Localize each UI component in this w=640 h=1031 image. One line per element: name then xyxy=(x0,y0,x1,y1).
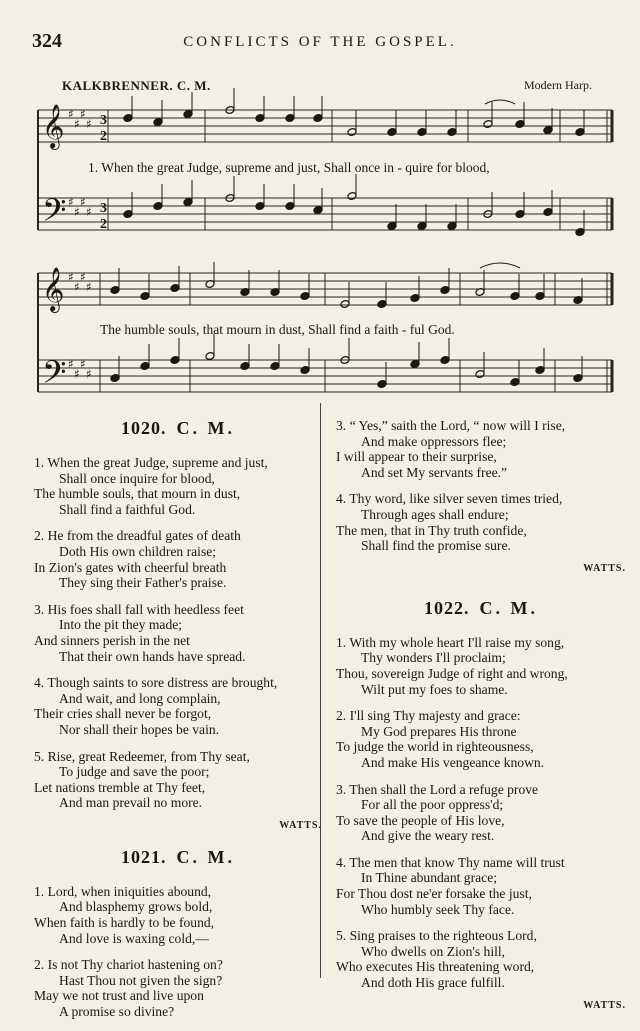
stanza xyxy=(336,928,626,990)
stanza xyxy=(336,855,626,917)
verse-line: And make oppressors flee; xyxy=(361,433,507,449)
verse-line: Shall find a faithful God. xyxy=(59,501,196,517)
verse-line: And wait, and long complain, xyxy=(59,690,221,706)
right-column xyxy=(336,418,626,1027)
hymn-author: WATTS. xyxy=(583,562,626,574)
verse-line: And love is waxing cold,— xyxy=(59,930,209,946)
verse-line: And make His vengeance known. xyxy=(361,754,545,770)
running-title: CONFLICTS OF THE GOSPEL. xyxy=(183,34,457,50)
bass-clef-icon: 𝄢 xyxy=(42,354,67,398)
page-number: 324 xyxy=(32,30,62,52)
verse-line: 4. The men that know Thy name will trust xyxy=(336,854,565,870)
time-signature-top: 3 xyxy=(100,113,107,128)
verse-line: Hast Thou not given the sign? xyxy=(59,972,223,988)
stanza xyxy=(34,675,322,737)
hymn-meter: C. M. xyxy=(176,418,235,438)
hymn-author: WATTS. xyxy=(583,999,626,1011)
verse-line: 5. Sing praises to the righteous Lord, xyxy=(336,928,537,944)
verse-line: For all the poor oppress'd; xyxy=(361,797,504,813)
stanza xyxy=(34,749,322,811)
verse-line: 3. His foes shall fall with heedless feet xyxy=(34,601,244,617)
hymn-heading xyxy=(336,598,626,619)
verse-line: I will appear to their surprise, xyxy=(336,449,497,465)
verse-line: 2. Is not Thy chariot hastening on? xyxy=(34,957,223,973)
verse-line: Wilt put my foes to shame. xyxy=(361,681,508,697)
sharp-icon: ♯ xyxy=(86,205,92,219)
stanza xyxy=(34,884,322,946)
stanza xyxy=(34,455,322,517)
hymn-meter: C. M. xyxy=(176,846,235,867)
sharp-icon: ♯ xyxy=(68,107,74,121)
verse-line: And give the weary rest. xyxy=(361,828,495,844)
verse-line: In Thine abundant grace; xyxy=(361,870,498,886)
verse-line: When faith is hardly to be found, xyxy=(34,915,215,931)
left-column xyxy=(34,418,322,1031)
hymn-1022-text xyxy=(336,635,626,991)
hymn-1021-text xyxy=(34,884,322,1020)
treble-clef-icon: 𝄞 xyxy=(42,104,65,148)
hymn-heading xyxy=(34,847,322,868)
stanza xyxy=(336,418,626,480)
verse-line: 1. When the great Judge, supreme and just, xyxy=(34,455,268,470)
verse-line: To save the people of His love, xyxy=(336,812,505,828)
fermata-icon xyxy=(480,263,520,268)
verse-line: Their cries shall never be forgot, xyxy=(34,706,212,722)
stanza xyxy=(336,491,626,553)
verse-line: 1. With my whole heart I'll raise my song, xyxy=(336,634,565,650)
sharp-icon: ♯ xyxy=(74,367,80,381)
verse-line: Shall once inquire for blood, xyxy=(59,470,215,486)
hymn-1020-text xyxy=(34,455,322,811)
verse-line: To judge the world in righteousness, xyxy=(336,739,534,755)
verse-line: Into the pit they made; xyxy=(59,617,183,633)
sharp-icon: ♯ xyxy=(80,270,86,284)
sharp-icon: ♯ xyxy=(74,205,80,219)
verse-line: The men, that in Thy truth confide, xyxy=(336,522,527,538)
music-lyrics-line1: 1. When the great Judge, supreme and just, Shall once in - quire for blood, xyxy=(88,160,490,175)
tune-source: Modern Harp. xyxy=(524,78,592,92)
stanza xyxy=(336,782,626,844)
verse-line: 5. Rise, great Redeemer, from Thy seat, xyxy=(34,748,250,764)
verse-line: And set My servants free.” xyxy=(361,464,508,480)
hymn-number: 1020. xyxy=(121,418,167,438)
verse-line: My God prepares His throne xyxy=(361,723,517,739)
sharp-icon: ♯ xyxy=(68,357,74,371)
hymn-1021-text-cont xyxy=(336,418,626,554)
verse-line: The humble souls, that mourn in dust, xyxy=(34,486,241,502)
hymn-heading xyxy=(34,418,322,439)
verse-line: 2. He from the dreadful gates of death xyxy=(34,528,241,544)
music-score xyxy=(0,0,640,405)
verse-line: Through ages shall endure; xyxy=(361,506,509,522)
time-signature-bottom: 2 xyxy=(100,217,107,232)
hymn-author: WATTS. xyxy=(279,819,322,831)
verse-line: Thou, sovereign Judge of right and wrong, xyxy=(336,665,568,681)
verse-line: Let nations tremble at Thy feet, xyxy=(34,779,206,795)
sharp-icon: ♯ xyxy=(80,357,86,371)
verse-line: Who humbly seek Thy face. xyxy=(361,901,515,917)
tune-name: KALKBRENNER. C. M. xyxy=(62,78,211,93)
verse-line: Nor shall their hopes be vain. xyxy=(59,721,220,737)
music-lyrics-line2: The humble souls, that mourn in dust, Shall find a faith - ful God. xyxy=(100,322,455,337)
sharp-icon: ♯ xyxy=(68,195,74,209)
verse-line: Shall find the promise sure. xyxy=(361,538,511,554)
verse-line: They sing their Father's praise. xyxy=(59,575,227,591)
stanza xyxy=(34,528,322,590)
verse-line: In Zion's gates with cheerful breath xyxy=(34,559,227,575)
verse-line: A promise so divine? xyxy=(59,1004,175,1020)
verse-line: Doth His own children raise; xyxy=(59,543,217,559)
verse-line: And blasphemy grows bold, xyxy=(59,899,213,915)
hymn-number: 1022. xyxy=(424,597,470,618)
verse-line: May we not trust and live upon xyxy=(34,988,204,1004)
time-signature-bottom: 2 xyxy=(100,129,107,144)
stanza xyxy=(336,708,626,770)
verse-line: 2. I'll sing Thy majesty and grace: xyxy=(336,708,521,724)
verse-line: Who executes His threatening word, xyxy=(336,959,535,975)
verse-line: That their own hands have spread. xyxy=(59,648,246,664)
sharp-icon: ♯ xyxy=(80,195,86,209)
hymn-number: 1021. xyxy=(121,846,167,867)
verse-line: And man prevail no more. xyxy=(59,795,203,811)
verse-line: 4. Though saints to sore distress are brought, xyxy=(34,675,278,691)
verse-line: 3. Then shall the Lord a refuge prove xyxy=(336,781,539,797)
sharp-icon: ♯ xyxy=(80,107,86,121)
fermata-icon xyxy=(485,100,515,104)
stanza xyxy=(34,602,322,664)
verse-line: For Thou dost ne'er forsake the just, xyxy=(336,886,532,902)
stanza xyxy=(34,957,322,1019)
treble-clef-icon: 𝄞 xyxy=(42,267,65,311)
sharp-icon: ♯ xyxy=(86,117,92,131)
sharp-icon: ♯ xyxy=(86,280,92,294)
verse-line: 1. Lord, when iniquities abound, xyxy=(34,883,212,899)
sharp-icon: ♯ xyxy=(74,280,80,294)
sharp-icon: ♯ xyxy=(68,270,74,284)
verse-line: 4. Thy word, like silver seven times tried, xyxy=(336,491,563,507)
verse-line: Who dwells on Zion's hill, xyxy=(361,943,506,959)
verse-line: And sinners perish in the net xyxy=(34,632,190,648)
verse-line: 3. “ Yes,” saith the Lord, “ now will I rise, xyxy=(336,418,566,433)
verse-line: And doth His grace fulfill. xyxy=(361,975,505,991)
verse-line: Thy wonders I'll proclaim; xyxy=(361,650,506,666)
sharp-icon: ♯ xyxy=(74,117,80,131)
time-signature-top: 3 xyxy=(100,201,107,216)
verse-line: To judge and save the poor; xyxy=(59,764,210,780)
bass-clef-icon: 𝄢 xyxy=(42,192,67,236)
hymn-meter: C. M. xyxy=(479,597,538,618)
stanza xyxy=(336,635,626,697)
sharp-icon: ♯ xyxy=(86,367,92,381)
